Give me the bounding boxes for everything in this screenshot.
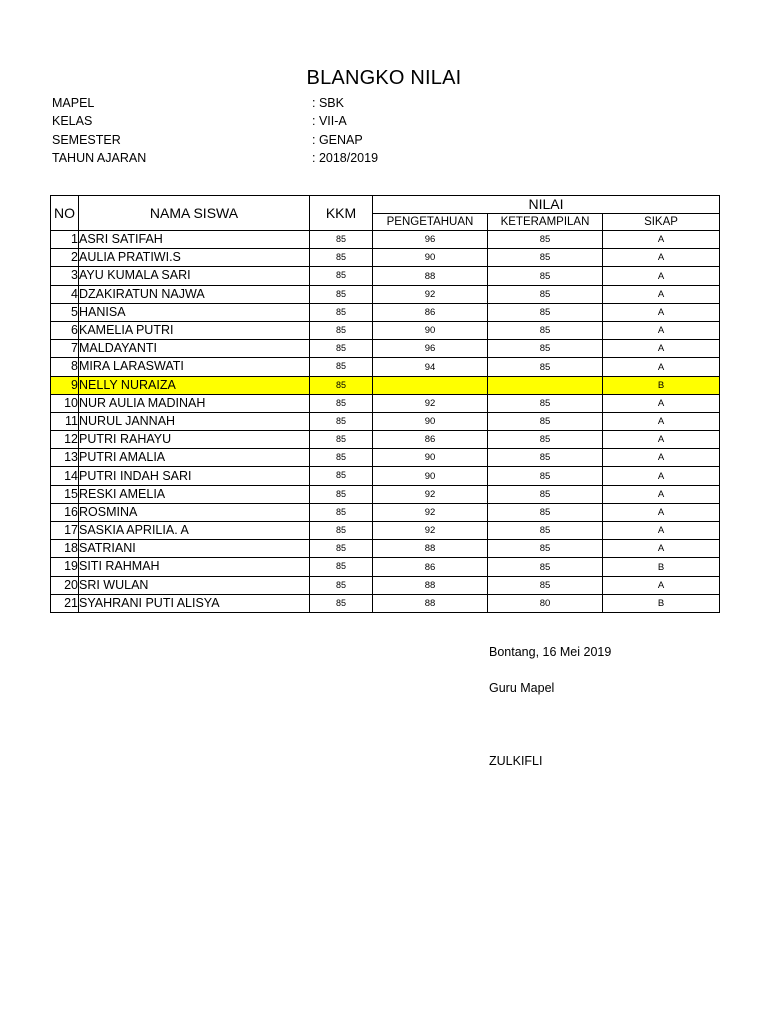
keterampilan-score: 85 (488, 358, 603, 376)
keterampilan-score: 85 (488, 394, 603, 412)
student-name: DZAKIRATUN NAJWA (79, 285, 310, 303)
row-number: 7 (51, 340, 79, 358)
keterampilan-score: 85 (488, 231, 603, 249)
table-body (51, 231, 720, 613)
student-name: MALDAYANTI (79, 340, 310, 358)
kkm-value: 85 (310, 358, 373, 376)
sikap-grade: A (603, 267, 720, 285)
kkm-value: 85 (310, 558, 373, 576)
row-number: 21 (51, 594, 79, 612)
row-number: 6 (51, 321, 79, 339)
row-number: 8 (51, 358, 79, 376)
signature-name: ZULKIFLI (489, 754, 543, 768)
sikap-grade: A (603, 321, 720, 339)
table-row (51, 431, 720, 449)
kkm-value: 85 (310, 267, 373, 285)
row-number: 15 (51, 485, 79, 503)
row-number: 10 (51, 394, 79, 412)
sikap-grade: A (603, 485, 720, 503)
header-nilai: NILAI (373, 196, 720, 214)
sikap-grade: A (603, 394, 720, 412)
student-name: KAMELIA PUTRI (79, 321, 310, 339)
row-number: 14 (51, 467, 79, 485)
signature-role: Guru Mapel (489, 681, 555, 695)
sikap-grade: A (603, 249, 720, 267)
sikap-grade: A (603, 358, 720, 376)
row-number: 13 (51, 449, 79, 467)
pengetahuan-score: 88 (373, 267, 488, 285)
sikap-grade: A (603, 340, 720, 358)
table-row (51, 340, 720, 358)
pengetahuan-score: 88 (373, 576, 488, 594)
kkm-value: 85 (310, 540, 373, 558)
table-row (51, 522, 720, 540)
sikap-grade: A (603, 431, 720, 449)
student-name: PUTRI INDAH SARI (79, 467, 310, 485)
student-name: PUTRI AMALIA (79, 449, 310, 467)
header-pengetahuan: PENGETAHUAN (373, 214, 488, 231)
header-kkm: KKM (310, 196, 373, 231)
row-number: 1 (51, 231, 79, 249)
sikap-grade: A (603, 576, 720, 594)
meta-value: : VII-A (312, 114, 347, 129)
keterampilan-score: 85 (488, 503, 603, 521)
table-row (51, 594, 720, 612)
table-row (51, 303, 720, 321)
sikap-grade: A (603, 303, 720, 321)
table-row (51, 467, 720, 485)
sikap-grade: A (603, 231, 720, 249)
signature-place-date: Bontang, 16 Mei 2019 (489, 645, 612, 659)
kkm-value: 85 (310, 340, 373, 358)
pengetahuan-score: 92 (373, 485, 488, 503)
meta-label: MAPEL (52, 96, 95, 110)
table-row (51, 376, 720, 394)
pengetahuan-score (373, 376, 488, 394)
student-name: SATRIANI (79, 540, 310, 558)
pengetahuan-score: 86 (373, 303, 488, 321)
keterampilan-score (488, 376, 603, 394)
kkm-value: 85 (310, 285, 373, 303)
keterampilan-score: 85 (488, 285, 603, 303)
keterampilan-score: 85 (488, 340, 603, 358)
row-number: 16 (51, 503, 79, 521)
student-name: SASKIA APRILIA. A (79, 522, 310, 540)
sikap-grade: A (603, 540, 720, 558)
meta-value: : 2018/2019 (312, 150, 379, 165)
keterampilan-score: 85 (488, 449, 603, 467)
student-name: SYAHRANI PUTI ALISYA (79, 594, 310, 612)
pengetahuan-score: 94 (373, 358, 488, 376)
pengetahuan-score: 96 (373, 231, 488, 249)
kkm-value: 85 (310, 522, 373, 540)
student-name: NURUL JANNAH (79, 412, 310, 430)
kkm-value: 85 (310, 467, 373, 485)
row-number: 12 (51, 431, 79, 449)
header-keterampilan: KETERAMPILAN (488, 214, 603, 231)
table-row (51, 449, 720, 467)
row-number: 3 (51, 267, 79, 285)
table-row (51, 231, 720, 249)
pengetahuan-score: 92 (373, 522, 488, 540)
student-name: RESKI AMELIA (79, 485, 310, 503)
header-name: NAMA SISWA (79, 196, 310, 231)
row-number: 4 (51, 285, 79, 303)
keterampilan-score: 80 (488, 594, 603, 612)
student-name: ROSMINA (79, 503, 310, 521)
meta-value: : SBK (312, 96, 344, 110)
sikap-grade: A (603, 412, 720, 430)
table-row (51, 576, 720, 594)
row-number: 2 (51, 249, 79, 267)
kkm-value: 85 (310, 449, 373, 467)
table-row (51, 540, 720, 558)
header-no: NO (51, 196, 79, 231)
keterampilan-score: 85 (488, 249, 603, 267)
pengetahuan-score: 90 (373, 412, 488, 430)
table-row (51, 321, 720, 339)
student-name: SITI RAHMAH (79, 558, 310, 576)
table-row (51, 412, 720, 430)
meta-label: SEMESTER (52, 132, 121, 147)
table-row (51, 267, 720, 285)
keterampilan-score: 85 (488, 321, 603, 339)
kkm-value: 85 (310, 576, 373, 594)
sikap-grade: B (603, 376, 720, 394)
student-name: MIRA LARASWATI (79, 358, 310, 376)
keterampilan-score: 85 (488, 576, 603, 594)
pengetahuan-score: 92 (373, 285, 488, 303)
sikap-grade: A (603, 285, 720, 303)
pengetahuan-score: 92 (373, 503, 488, 521)
kkm-value: 85 (310, 594, 373, 612)
keterampilan-score: 85 (488, 522, 603, 540)
kkm-value: 85 (310, 394, 373, 412)
header-sikap: SIKAP (603, 214, 720, 231)
student-name: AULIA PRATIWI.S (79, 249, 310, 267)
pengetahuan-score: 88 (373, 594, 488, 612)
pengetahuan-score: 96 (373, 340, 488, 358)
pengetahuan-score: 90 (373, 249, 488, 267)
sikap-grade: A (603, 449, 720, 467)
keterampilan-score: 85 (488, 558, 603, 576)
pengetahuan-score: 92 (373, 394, 488, 412)
sikap-grade: A (603, 503, 720, 521)
table-row (51, 394, 720, 412)
row-number: 5 (51, 303, 79, 321)
kkm-value: 85 (310, 231, 373, 249)
page-title: BLANGKO NILAI (306, 67, 462, 89)
kkm-value: 85 (310, 249, 373, 267)
student-name: HANISA (79, 303, 310, 321)
pengetahuan-score: 90 (373, 321, 488, 339)
meta-value: : GENAP (312, 132, 363, 147)
table-row (51, 285, 720, 303)
student-name: PUTRI RAHAYU (79, 431, 310, 449)
student-name: ASRI SATIFAH (79, 231, 310, 249)
table-row (51, 358, 720, 376)
row-number: 9 (51, 376, 79, 394)
header-row (51, 196, 720, 214)
student-name: NELLY NURAIZA (79, 376, 310, 394)
sikap-grade: B (603, 594, 720, 612)
grades-table (50, 195, 720, 613)
pengetahuan-score: 90 (373, 449, 488, 467)
kkm-value: 85 (310, 485, 373, 503)
kkm-value: 85 (310, 503, 373, 521)
student-name: NUR AULIA MADINAH (79, 394, 310, 412)
kkm-value: 85 (310, 303, 373, 321)
row-number: 11 (51, 412, 79, 430)
pengetahuan-score: 86 (373, 558, 488, 576)
student-name: SRI WULAN (79, 576, 310, 594)
kkm-value: 85 (310, 321, 373, 339)
row-number: 17 (51, 522, 79, 540)
meta-label: KELAS (52, 114, 93, 129)
keterampilan-score: 85 (488, 485, 603, 503)
keterampilan-score: 85 (488, 540, 603, 558)
kkm-value: 85 (310, 412, 373, 430)
pengetahuan-score: 86 (373, 431, 488, 449)
kkm-value: 85 (310, 376, 373, 394)
sikap-grade: A (603, 522, 720, 540)
table-row (51, 503, 720, 521)
keterampilan-score: 85 (488, 431, 603, 449)
pengetahuan-score: 90 (373, 467, 488, 485)
sikap-grade: B (603, 558, 720, 576)
row-number: 18 (51, 540, 79, 558)
row-number: 20 (51, 576, 79, 594)
student-name: AYU KUMALA SARI (79, 267, 310, 285)
keterampilan-score: 85 (488, 412, 603, 430)
meta-label: TAHUN AJARAN (52, 150, 147, 165)
pengetahuan-score: 88 (373, 540, 488, 558)
keterampilan-score: 85 (488, 267, 603, 285)
kkm-value: 85 (310, 431, 373, 449)
table-row (51, 485, 720, 503)
row-number: 19 (51, 558, 79, 576)
keterampilan-score: 85 (488, 303, 603, 321)
keterampilan-score: 85 (488, 467, 603, 485)
table-row (51, 558, 720, 576)
sikap-grade: A (603, 467, 720, 485)
table-row (51, 249, 720, 267)
